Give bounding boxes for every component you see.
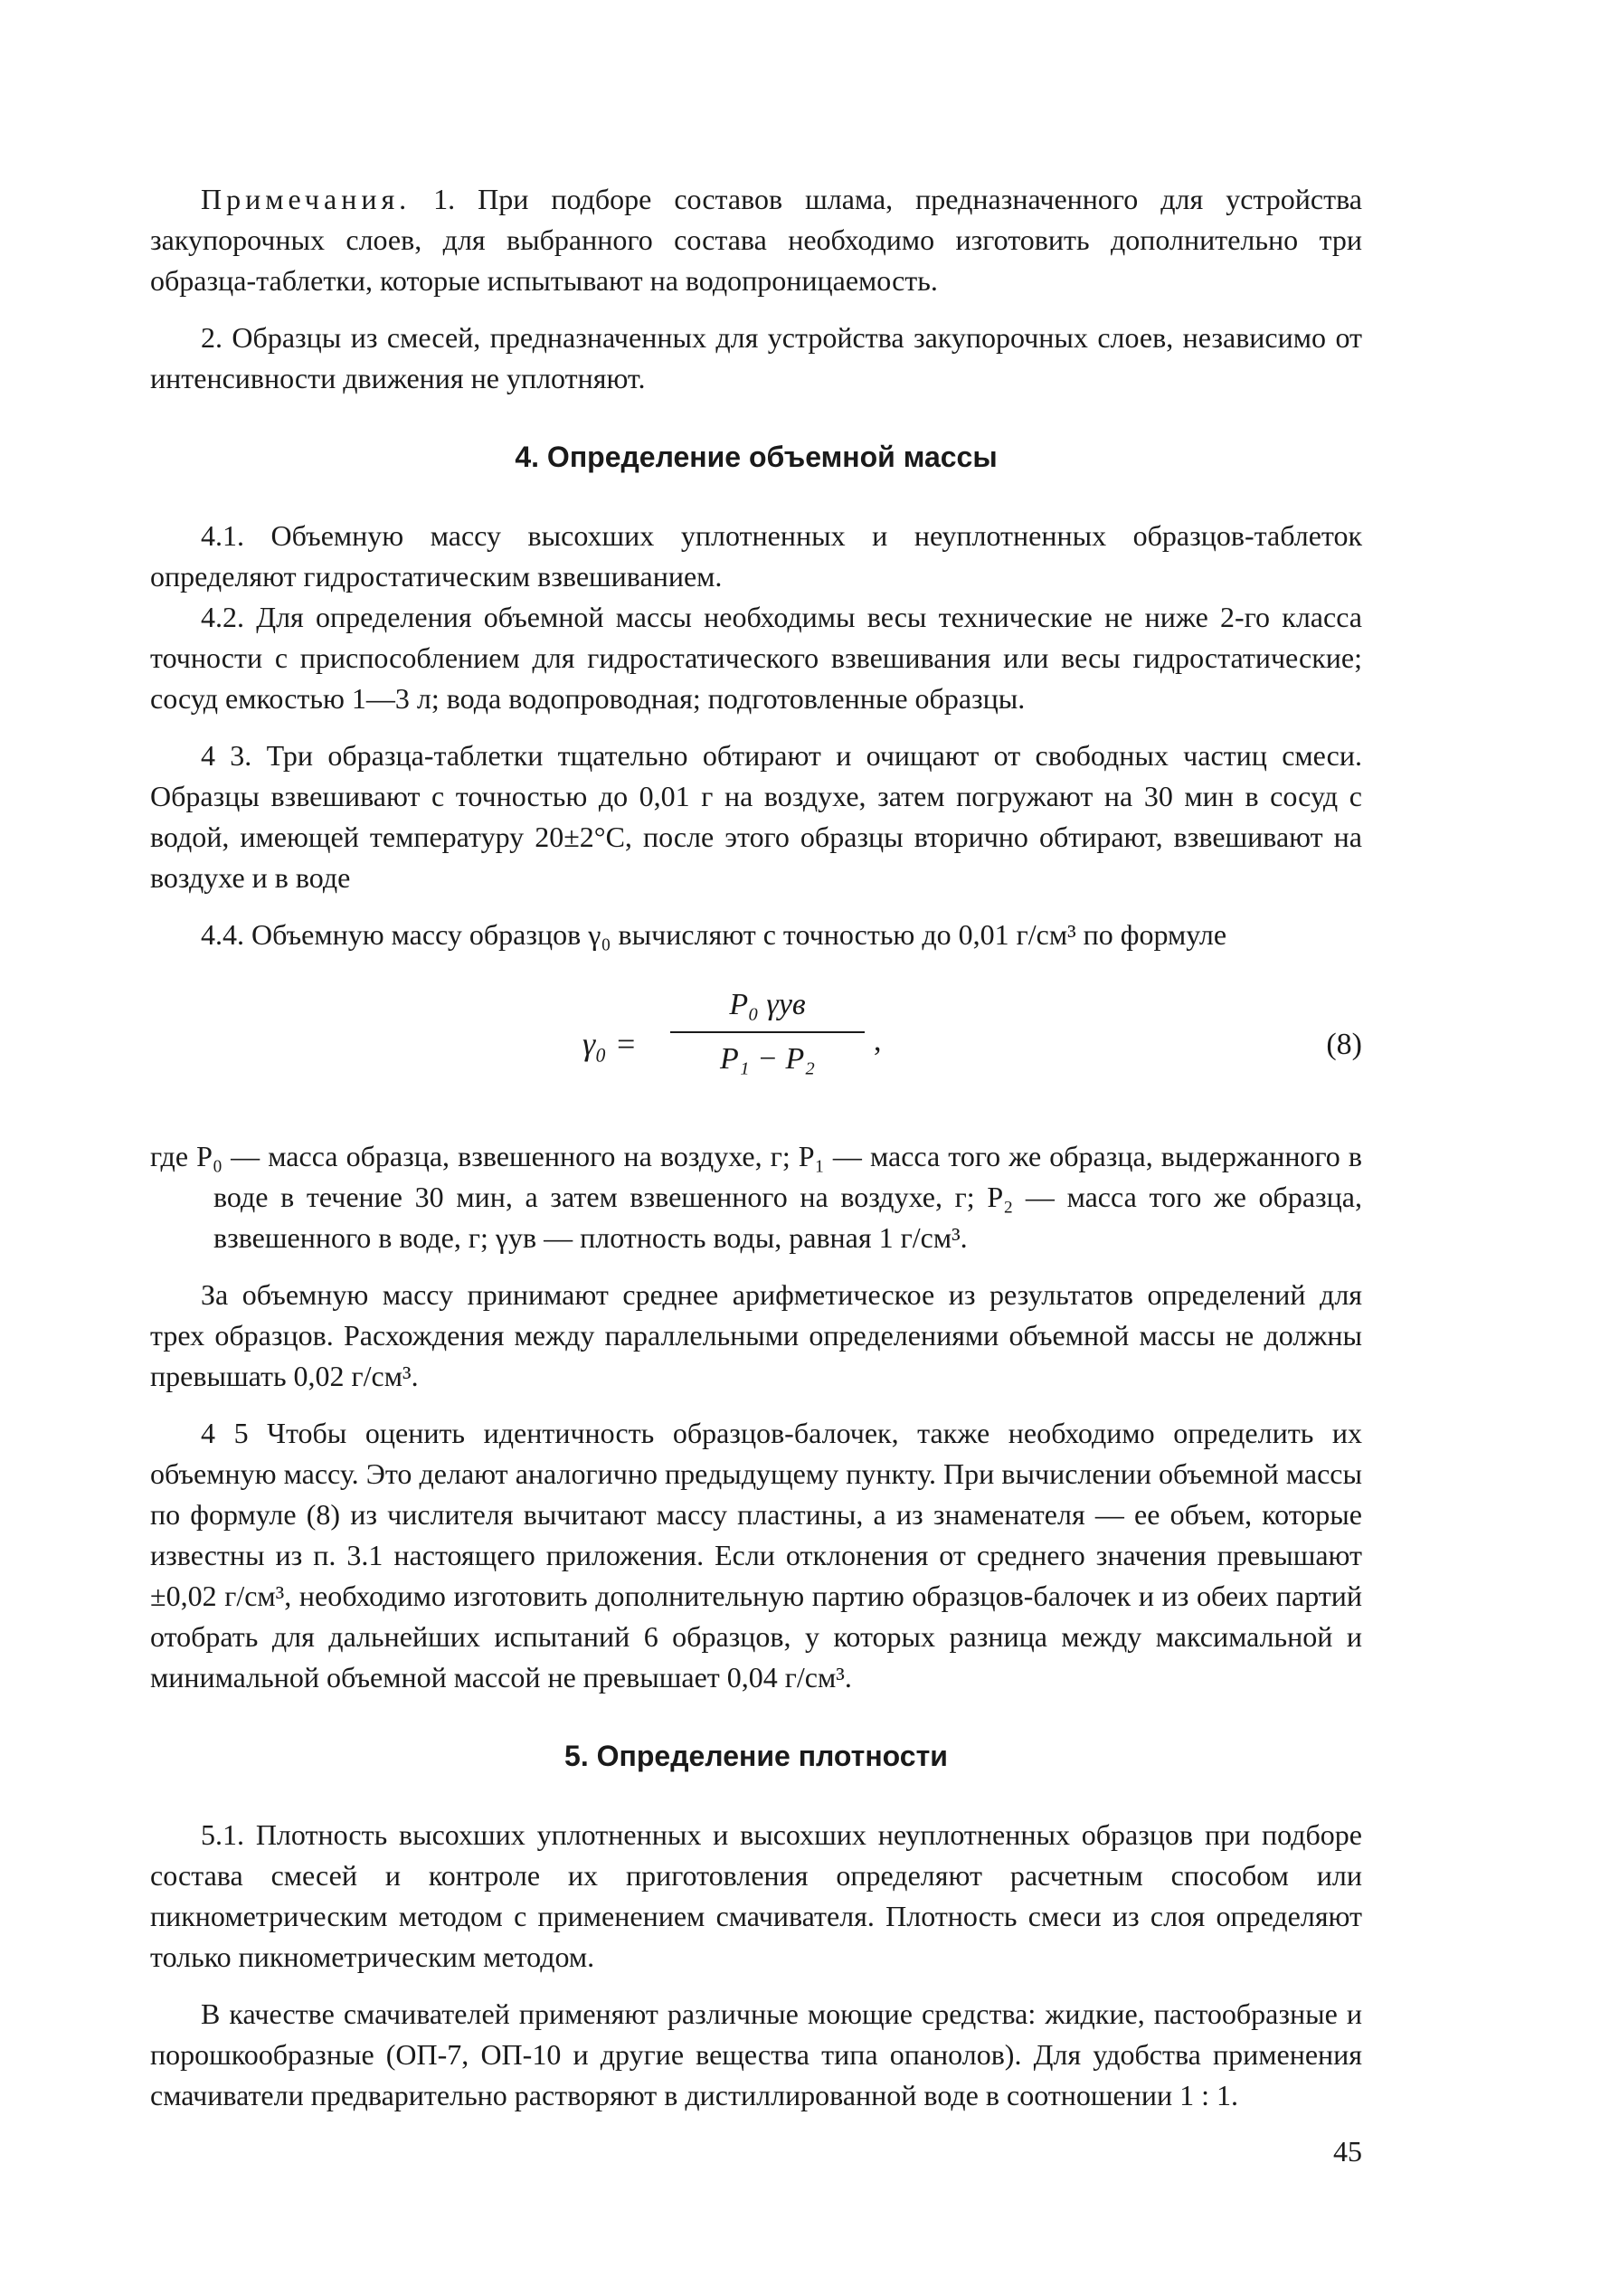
paragraph-4-5: 4 5 Чтобы оценить идентичность образцов-балочек, также необходимо определить их объемную массу. Это делают аналогично предыдущему пункту. При вычислении объемной массы по формуле (8) из числителя вычитают массу пластины, а из знаменателя — ее объем, которые известны из п. 3.1 настоящего приложения. Если отклонения от среднего значения превышают ±0,02 г/см³, необходимо изготовить дополнительную партию образцов-балочек и из обеих партий отобрать для дальнейших испытаний 6 образцов, у которых разница между максимальной и минимальной объемной массой не превышает 0,04 г/см³. bbox=[150, 1417, 1362, 1694]
section-5-title: 5. Определение плотности bbox=[564, 1740, 948, 1772]
paragraph-4-4: 4.4. Объемную массу образцов γ₀ вычисляют с точностью до 0,01 г/см³ по формуле bbox=[201, 918, 1227, 951]
document-page bbox=[150, 179, 1362, 2116]
paragraph-4-2: 4.2. Для определения объемной массы необходимы весы технические не ниже 2-го класса точности с приспособлением для гидростатического взвешивания или весы гидростатические; сосуд емкостью 1—3 л; вода водопроводная; подготовленные образцы. bbox=[150, 601, 1362, 715]
paragraph-4-3: 4 3. Три образца-таблетки тщательно обтирают и очищают от свободных частиц смеси. Образцы взвешивают с точностью до 0,01 г на воздухе, затем погружают на 30 мин в сосуд с водой, имеющей температуру 20±2°С, после этого образцы вторично обтирают, взвешивают на воздухе и в воде bbox=[150, 739, 1362, 894]
formula-denominator: P₁ − P₂ bbox=[719, 1042, 816, 1076]
formula-numerator: P₀ γув bbox=[729, 988, 806, 1021]
note-2: 2. Образцы из смесей, предназначенных для устройства закупорочных слоев, независимо от интенсивности движения не уплотняют. bbox=[150, 321, 1362, 394]
formula-8 bbox=[150, 982, 1362, 1114]
page-number: 45 bbox=[1333, 2135, 1362, 2168]
paragraph-wetting: В качестве смачивателей применяют различные моющие средства: жидкие, пастообразные и порошкообразные (ОП-7, ОП-10 и другие вещества типа опанолов). Для удобства применения смачиватели предварительно растворяют в дистиллированной воде в соотношении 1 : 1. bbox=[150, 1997, 1362, 2111]
equation-number: (8) bbox=[1326, 1028, 1362, 1061]
paragraph-4-1: 4.1. Объемную массу высохших уплотненных и неуплотненных образцов-таблеток определяют гидростатическим взвешиванием. bbox=[150, 519, 1362, 593]
formula-comma: , bbox=[874, 1024, 882, 1058]
formula-legend: где P₀ — масса образца, взвешенного на воздухе, г; P₁ — масса того же образца, выдержанного в воде в течение 30 мин, а затем взвешенного на воздухе, г; P₂ — масса того же образца, взвешенного в воде, г; γув — плотность воды, равная 1 г/см³. bbox=[150, 1140, 1362, 1254]
note-1 bbox=[150, 179, 1362, 301]
paragraph-5-1: 5.1. Плотность высохших уплотненных и высохших неуплотненных образцов при подборе состава смесей и контроле их приготовления определяют расчетным способом или пикнометрическим методом с применением смачивателя. Плотность смеси из слоя определяют только пикнометрическим методом. bbox=[150, 1818, 1362, 1973]
section-4-title: 4. Определение объемной массы bbox=[515, 441, 998, 473]
formula-lhs: γ₀ = bbox=[582, 1026, 637, 1062]
note-1-text: 1. При подборе составов шлама, предназначенного для устройства закупорочных слоев, для выбранного состава необходимо изготовить дополнительно три образца-таблетки, которые испытывают на водопроницаемость. bbox=[150, 183, 1363, 297]
fraction-bar bbox=[670, 1031, 865, 1033]
notes-heading: Примечания. bbox=[201, 183, 412, 215]
formula-fraction bbox=[670, 982, 865, 1082]
paragraph-mean: За объемную массу принимают среднее арифметическое из результатов определений для трех образцов. Расхождения между параллельными определениями объемной массы не должны превышать 0,02 г/см³. bbox=[150, 1278, 1362, 1392]
